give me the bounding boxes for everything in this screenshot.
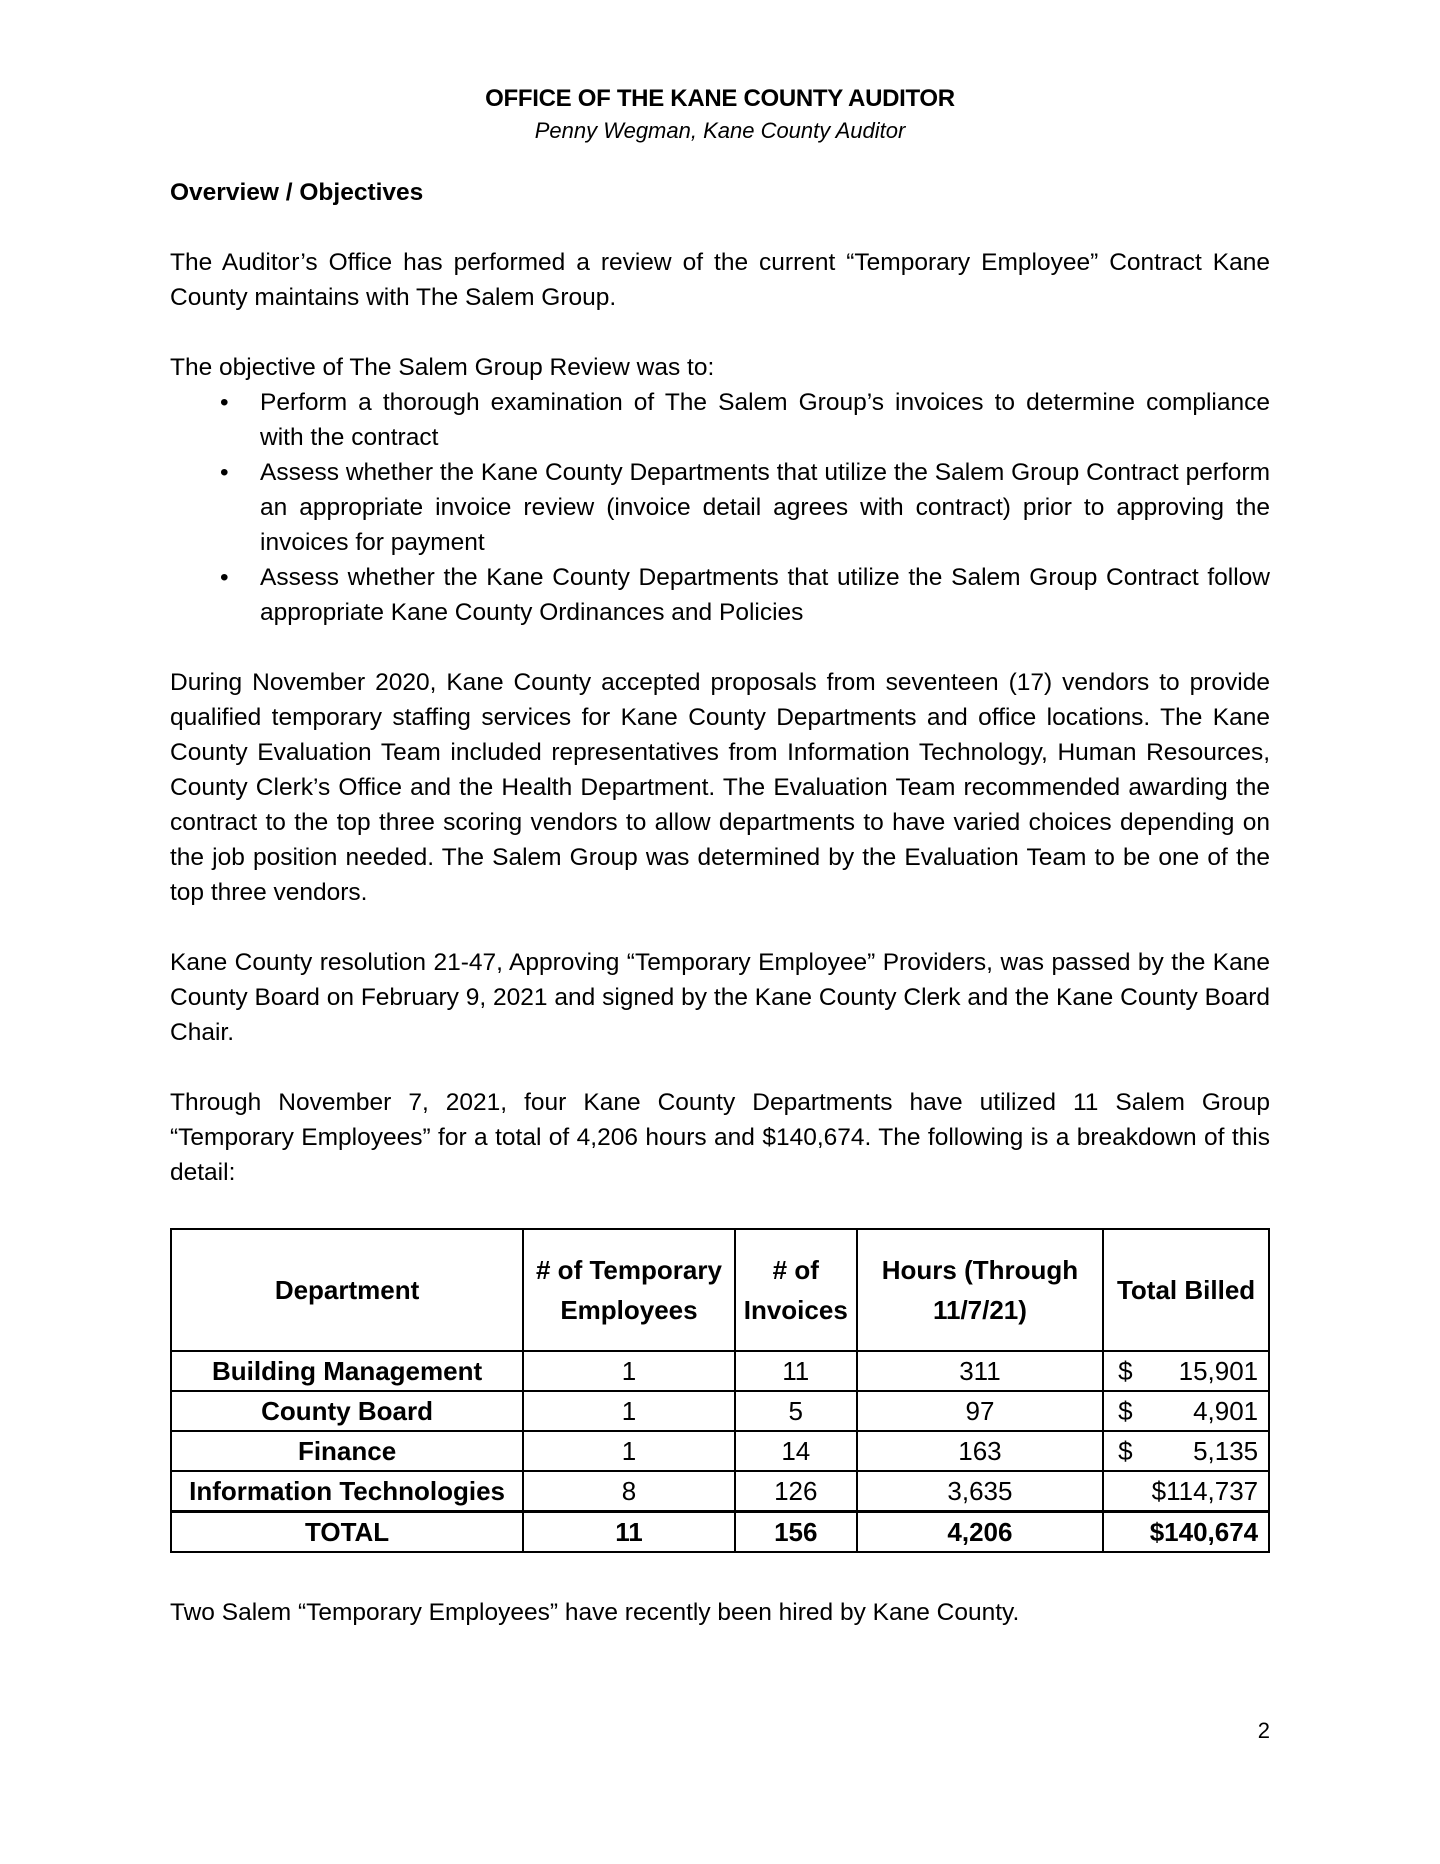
cell-billed <box>1103 1431 1269 1471</box>
cell-hours: 163 <box>857 1431 1103 1471</box>
cell-employees: 11 <box>523 1512 735 1553</box>
cell-department: Finance <box>171 1431 523 1471</box>
billed-amount: 4,901 <box>1193 1396 1259 1426</box>
cell-employees: 1 <box>523 1391 735 1431</box>
document-header <box>0 82 1440 146</box>
cell-hours: 4,206 <box>857 1512 1103 1553</box>
bullet-icon: • <box>220 389 229 416</box>
cell-employees: 8 <box>523 1471 735 1512</box>
cell-billed <box>1103 1391 1269 1431</box>
currency-sign: $ <box>1118 1356 1133 1386</box>
currency-sign: $ <box>1118 1436 1133 1466</box>
cell-hours: 311 <box>857 1351 1103 1391</box>
objective-lead: The objective of The Salem Group Review was to: <box>170 354 715 381</box>
cell-invoices: 14 <box>735 1431 857 1471</box>
cell-billed <box>1103 1351 1269 1391</box>
cell-hours: 97 <box>857 1391 1103 1431</box>
resolution-paragraph: Kane County resolution 21-47, Approving “Temporary Employee” Providers, was passed by the Kane County Board on February 9, 2021 and signed by the Kane County Clerk and the Kane County Board Chair. <box>170 949 1270 1046</box>
section-heading: Overview / Objectives <box>170 179 424 206</box>
objective-text: Perform a thorough examination of The Salem Group’s invoices to determine compliance with the contract <box>260 389 1270 451</box>
objective-item <box>170 455 1270 560</box>
header-billed: Total Billed <box>1103 1229 1269 1351</box>
objective-item <box>170 560 1270 630</box>
breakdown-lead-paragraph: Through November 7, 2021, four Kane County Departments have utilized 11 Salem Group “Temporary Employees” for a total of 4,206 hours and $140,674. The following is a breakdown of this detail: <box>170 1089 1270 1186</box>
breakdown-table <box>170 1228 1270 1553</box>
cell-employees: 1 <box>523 1351 735 1391</box>
cell-billed <box>1103 1471 1269 1512</box>
proposals-paragraph: During November 2020, Kane County accepted proposals from seventeen (17) vendors to provide qualified temporary staffing services for Kane County Departments and office locations. The Kane County Evaluation Team included representatives from Information Technology, Human Resources, County Clerk’s Office and the Health Department. The Evaluation Team recommended awarding the contract to the top three scoring vendors to allow departments to have varied choices depending on the job position needed. The Salem Group was determined by the Evaluation Team to be one of the top three vendors. <box>170 669 1270 906</box>
cell-invoices: 11 <box>735 1351 857 1391</box>
closing-paragraph: Two Salem “Temporary Employees” have recently been hired by Kane County. <box>170 1599 1020 1626</box>
cell-hours: 3,635 <box>857 1471 1103 1512</box>
table-row <box>171 1431 1269 1471</box>
header-hours: Hours (Through 11/7/21) <box>857 1229 1103 1351</box>
objective-item <box>170 385 1270 455</box>
billed-amount: $114,737 <box>1151 1476 1259 1506</box>
cell-invoices: 156 <box>735 1512 857 1553</box>
header-employees: # of Temporary Employees <box>523 1229 735 1351</box>
office-title: OFFICE OF THE KANE COUNTY AUDITOR <box>485 85 955 112</box>
currency-sign: $ <box>1118 1396 1133 1426</box>
header-department: Department <box>171 1229 523 1351</box>
cell-department: Information Technologies <box>171 1471 523 1512</box>
auditor-name: Penny Wegman, Kane County Auditor <box>534 118 906 143</box>
objectives-list <box>170 385 1270 630</box>
cell-billed <box>1103 1512 1269 1553</box>
bullet-icon: • <box>220 459 229 486</box>
objective-text: Assess whether the Kane County Departments that utilize the Salem Group Contract perform an appropriate invoice review (invoice detail agrees with contract) prior to approving the invoices for payment <box>260 459 1270 556</box>
cell-department: TOTAL <box>171 1512 523 1553</box>
objective-text: Assess whether the Kane County Departments that utilize the Salem Group Contract follow appropriate Kane County Ordinances and Policies <box>260 564 1270 626</box>
table-header-row <box>171 1229 1269 1351</box>
table-row <box>171 1391 1269 1431</box>
header-invoices: # of Invoices <box>735 1229 857 1351</box>
billed-amount: 5,135 <box>1193 1436 1259 1466</box>
billed-amount: $140,674 <box>1149 1517 1259 1547</box>
cell-invoices: 5 <box>735 1391 857 1431</box>
billed-amount: 15,901 <box>1178 1356 1259 1386</box>
page-body <box>170 175 1270 1630</box>
table-total-row <box>171 1512 1269 1553</box>
cell-invoices: 126 <box>735 1471 857 1512</box>
cell-department: Building Management <box>171 1351 523 1391</box>
table-row <box>171 1471 1269 1512</box>
page-number: 2 <box>1257 1718 1270 1743</box>
cell-department: County Board <box>171 1391 523 1431</box>
cell-employees: 1 <box>523 1431 735 1471</box>
table-row <box>171 1351 1269 1391</box>
intro-paragraph: The Auditor’s Office has performed a review of the current “Temporary Employee” Contract Kane County maintains with The Salem Group. <box>170 249 1270 311</box>
bullet-icon: • <box>220 564 229 591</box>
